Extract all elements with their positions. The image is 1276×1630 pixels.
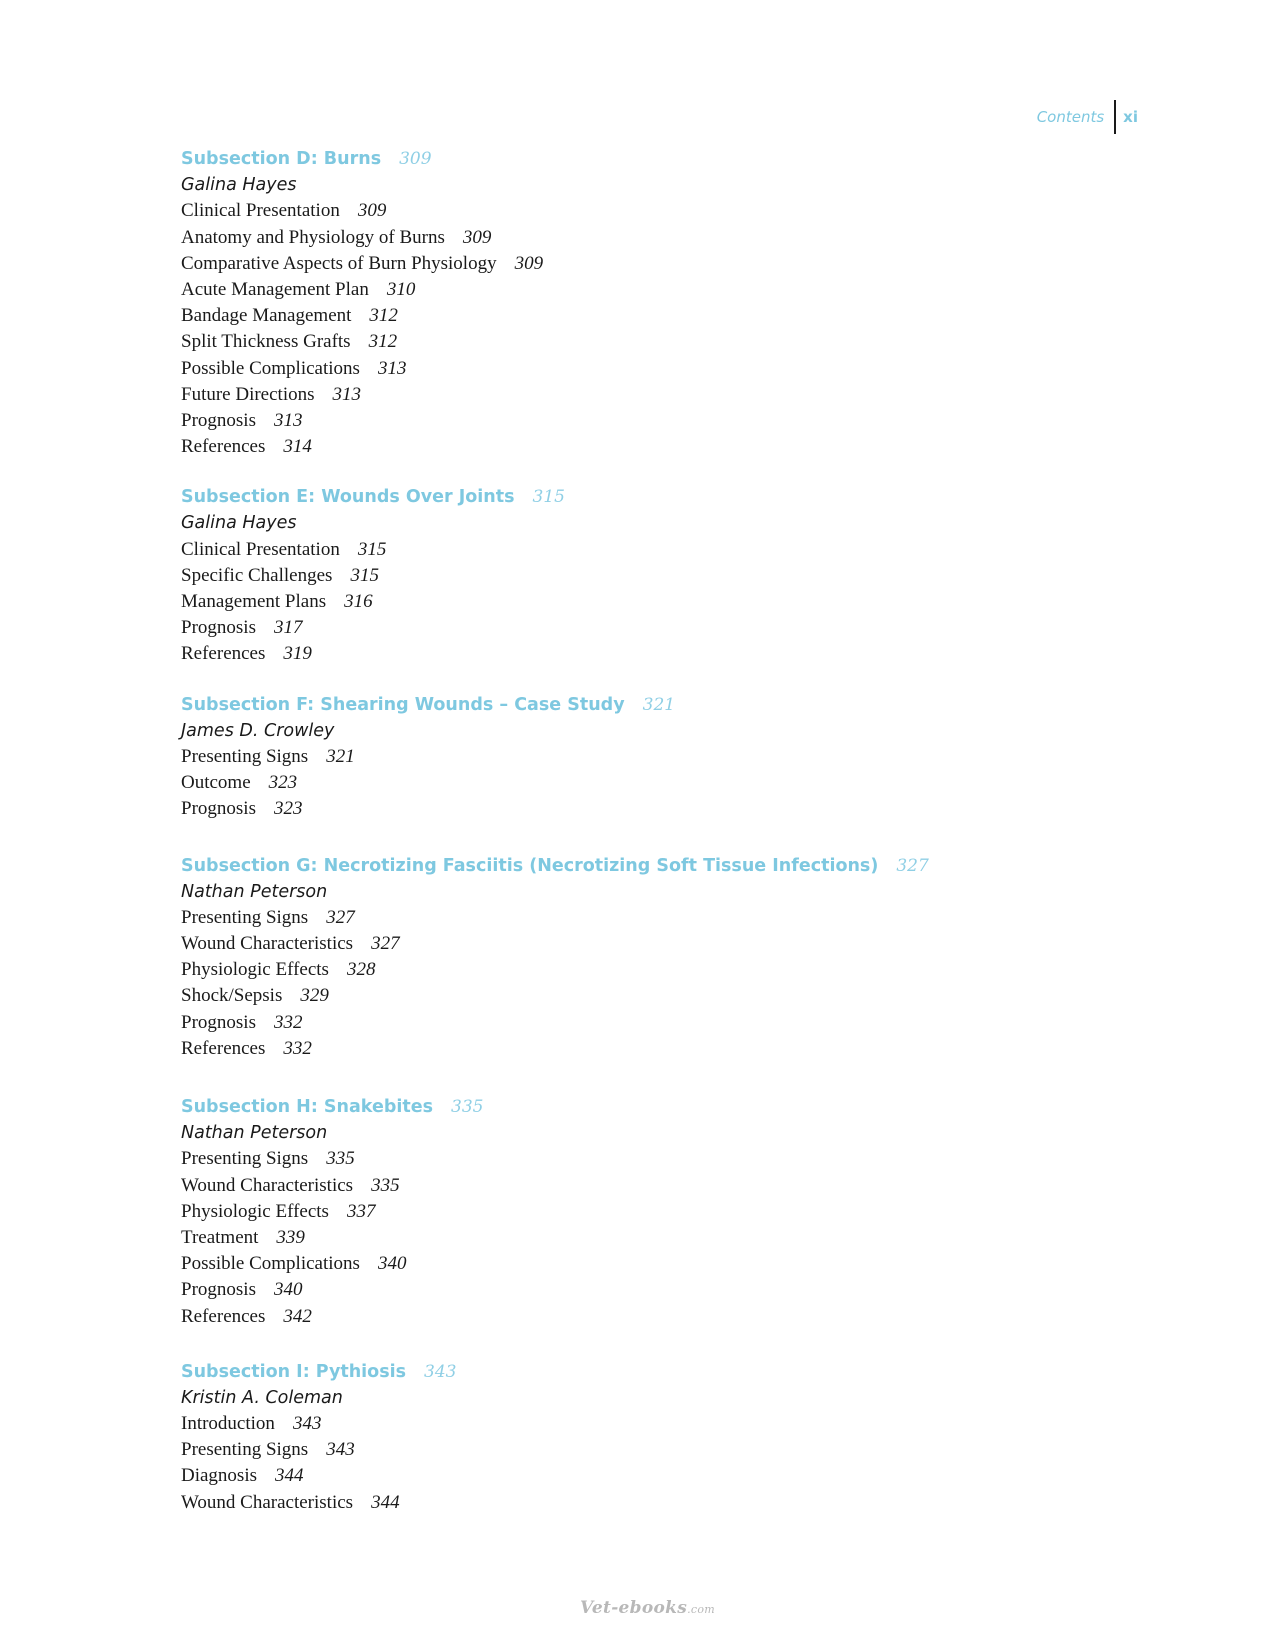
watermark-suffix: .com: [687, 1603, 716, 1616]
entry-title: Shock/Sepsis: [181, 985, 283, 1007]
toc-entry[interactable]: [181, 983, 1141, 1009]
toc-entry[interactable]: [181, 1277, 1141, 1303]
section-page-number: 343: [424, 1361, 457, 1382]
toc-entry[interactable]: [181, 408, 1141, 434]
entry-page-number: 315: [350, 564, 379, 586]
entry-title: Prognosis: [181, 617, 256, 639]
watermark-text: Vet-ebooks: [580, 1598, 688, 1618]
section-author: James D. Crowley: [181, 720, 335, 741]
entry-page-number: 327: [371, 933, 400, 955]
entry-page-number: 339: [276, 1226, 305, 1248]
entry-title: References: [181, 643, 266, 665]
section-title: Subsection F: Shearing Wounds – Case Study: [181, 694, 625, 715]
section-page-number: 327: [896, 855, 929, 876]
entry-title: Diagnosis: [181, 1465, 257, 1487]
entry-title: Wound Characteristics: [181, 933, 354, 955]
section-heading[interactable]: [181, 1094, 1141, 1120]
section-author: Galina Hayes: [181, 175, 297, 196]
entry-page-number: 313: [273, 409, 303, 431]
entry-title: Wound Characteristics: [181, 1491, 354, 1513]
page-number: xi: [1123, 108, 1138, 126]
toc-entry[interactable]: [181, 537, 1141, 563]
running-header: [1037, 100, 1138, 134]
toc-entry[interactable]: [181, 303, 1141, 329]
entry-title: Prognosis: [181, 1279, 256, 1301]
toc-entry[interactable]: [181, 382, 1141, 408]
section-title: Subsection D: Burns: [181, 149, 382, 169]
toc-entry[interactable]: [181, 796, 1141, 822]
entry-page-number: 309: [462, 226, 492, 248]
toc-entry[interactable]: [181, 1225, 1141, 1251]
entry-title: Treatment: [181, 1226, 259, 1248]
section-title: Subsection I: Pythiosis: [181, 1361, 407, 1382]
toc-entry[interactable]: [181, 589, 1141, 615]
entry-page-number: 327: [326, 906, 355, 928]
entry-title: Clinical Presentation: [181, 538, 340, 560]
entry-page-number: 321: [326, 745, 355, 767]
entry-title: Presenting Signs: [181, 906, 309, 928]
section-heading[interactable]: [181, 692, 1141, 718]
watermark-logo: [580, 1598, 715, 1618]
header-label: Contents: [1036, 108, 1105, 126]
section-author-line: [181, 1385, 1141, 1411]
entry-title: Introduction: [181, 1413, 275, 1435]
entry-title: Specific Challenges: [181, 564, 333, 586]
section-author-line: [181, 510, 1141, 536]
table-of-contents: [181, 146, 1141, 1516]
entry-title: Presenting Signs: [181, 745, 309, 767]
toc-entry[interactable]: [181, 329, 1141, 355]
entry-title: Management Plans: [181, 591, 327, 612]
entry-title: Comparative Aspects of Burn Physiology: [181, 252, 497, 274]
section-title: Subsection H: Snakebites: [181, 1097, 434, 1117]
section-page-number: 321: [642, 694, 676, 715]
entry-page-number: 313: [377, 357, 407, 379]
entry-page-number: 329: [300, 985, 329, 1007]
entry-page-number: 314: [283, 436, 312, 458]
toc-entry[interactable]: [181, 770, 1141, 796]
entry-page-number: 312: [368, 331, 398, 353]
entry-page-number: 312: [369, 305, 398, 327]
toc-entry[interactable]: [181, 1010, 1141, 1036]
toc-entry[interactable]: [181, 905, 1141, 931]
entry-title: Bandage Management: [181, 305, 352, 327]
entry-title: Prognosis: [181, 798, 256, 820]
section-author: Galina Hayes: [181, 513, 297, 534]
toc-entry[interactable]: [181, 957, 1141, 983]
toc-entry[interactable]: [181, 434, 1141, 460]
section-author-line: [181, 1120, 1141, 1146]
entry-title: Possible Complications: [181, 357, 360, 379]
entry-page-number: 332: [273, 1011, 303, 1033]
section-heading[interactable]: [181, 1359, 1141, 1385]
entry-page-number: 335: [371, 1174, 400, 1196]
toc-entry[interactable]: [181, 1490, 1141, 1516]
toc-entry[interactable]: [181, 744, 1141, 770]
entry-title: Future Directions: [181, 383, 315, 405]
entry-page-number: 309: [514, 252, 544, 274]
entry-title: References: [181, 436, 266, 458]
section-title: Subsection E: Wounds Over Joints: [181, 487, 515, 508]
entry-page-number: 340: [273, 1279, 303, 1301]
toc-section: [181, 146, 1141, 460]
entry-page-number: 337: [346, 1200, 376, 1222]
toc-entry[interactable]: [181, 277, 1141, 303]
section-page-number: 335: [451, 1097, 484, 1117]
entry-page-number: 317: [273, 617, 303, 639]
entry-page-number: 316: [344, 591, 373, 612]
entry-page-number: 344: [275, 1465, 304, 1487]
section-title: Subsection G: Necrotizing Fasciitis (Necrotizing Soft Tissue Infections): [181, 855, 879, 876]
toc-entry[interactable]: [181, 1411, 1141, 1437]
toc-section: [181, 853, 1141, 1063]
entry-title: Physiologic Effects: [181, 1200, 329, 1222]
toc-entry[interactable]: [181, 1463, 1141, 1489]
toc-entry[interactable]: [181, 563, 1141, 589]
toc-entry[interactable]: [181, 641, 1141, 667]
toc-entry[interactable]: [181, 1304, 1141, 1330]
entry-title: Physiologic Effects: [181, 959, 329, 981]
entry-page-number: 309: [357, 200, 387, 222]
toc-entry[interactable]: [181, 225, 1141, 251]
toc-section: [181, 484, 1141, 667]
entry-title: Outcome: [181, 772, 251, 794]
toc-entry[interactable]: [181, 1437, 1141, 1463]
toc-entry[interactable]: [181, 1173, 1141, 1199]
section-author: Nathan Peterson: [181, 1123, 328, 1144]
entry-title: Presenting Signs: [181, 1439, 309, 1461]
entry-title: Anatomy and Physiology of Burns: [181, 226, 445, 248]
toc-entry[interactable]: [181, 1199, 1141, 1225]
toc-section: [181, 1359, 1141, 1516]
section-author-line: [181, 718, 1141, 744]
entry-page-number: 342: [283, 1305, 312, 1327]
entry-page-number: 319: [283, 643, 312, 665]
entry-page-number: 343: [292, 1413, 322, 1435]
entry-page-number: 310: [386, 278, 416, 300]
toc-entry[interactable]: [181, 1146, 1141, 1172]
toc-entry[interactable]: [181, 356, 1141, 382]
toc-entry[interactable]: [181, 615, 1141, 641]
section-author-line: [181, 172, 1141, 198]
toc-section: [181, 692, 1141, 823]
section-author: Nathan Peterson: [181, 881, 328, 902]
toc-entry[interactable]: [181, 251, 1141, 277]
entry-title: References: [181, 1305, 266, 1327]
entry-title: Acute Management Plan: [181, 278, 369, 300]
entry-title: Presenting Signs: [181, 1148, 309, 1170]
section-heading[interactable]: [181, 853, 1141, 879]
entry-page-number: 344: [371, 1491, 400, 1513]
entry-title: Possible Complications: [181, 1253, 360, 1275]
entry-page-number: 335: [326, 1148, 355, 1170]
section-heading[interactable]: [181, 146, 1141, 172]
section-page-number: 315: [532, 487, 565, 508]
entry-title: Prognosis: [181, 409, 256, 431]
entry-page-number: 313: [332, 383, 362, 405]
entry-title: Wound Characteristics: [181, 1174, 354, 1196]
section-heading[interactable]: [181, 484, 1141, 510]
entry-page-number: 315: [357, 538, 387, 560]
section-page-number: 309: [399, 149, 432, 169]
toc-entry[interactable]: [181, 1251, 1141, 1277]
entry-page-number: 323: [273, 798, 303, 820]
entry-page-number: 323: [268, 772, 298, 794]
toc-section: [181, 1094, 1141, 1330]
entry-title: Prognosis: [181, 1011, 256, 1033]
section-author-line: [181, 879, 1141, 905]
entry-page-number: 332: [283, 1037, 312, 1059]
toc-entry[interactable]: [181, 198, 1141, 224]
entry-title: References: [181, 1037, 266, 1059]
entry-page-number: 340: [377, 1253, 407, 1275]
entry-page-number: 328: [346, 959, 376, 981]
entry-title: Clinical Presentation: [181, 200, 340, 222]
entry-title: Split Thickness Grafts: [181, 331, 351, 353]
entry-page-number: 343: [326, 1439, 355, 1461]
toc-entry[interactable]: [181, 1036, 1141, 1062]
toc-entry[interactable]: [181, 931, 1141, 957]
section-author: Kristin A. Coleman: [181, 1387, 343, 1408]
